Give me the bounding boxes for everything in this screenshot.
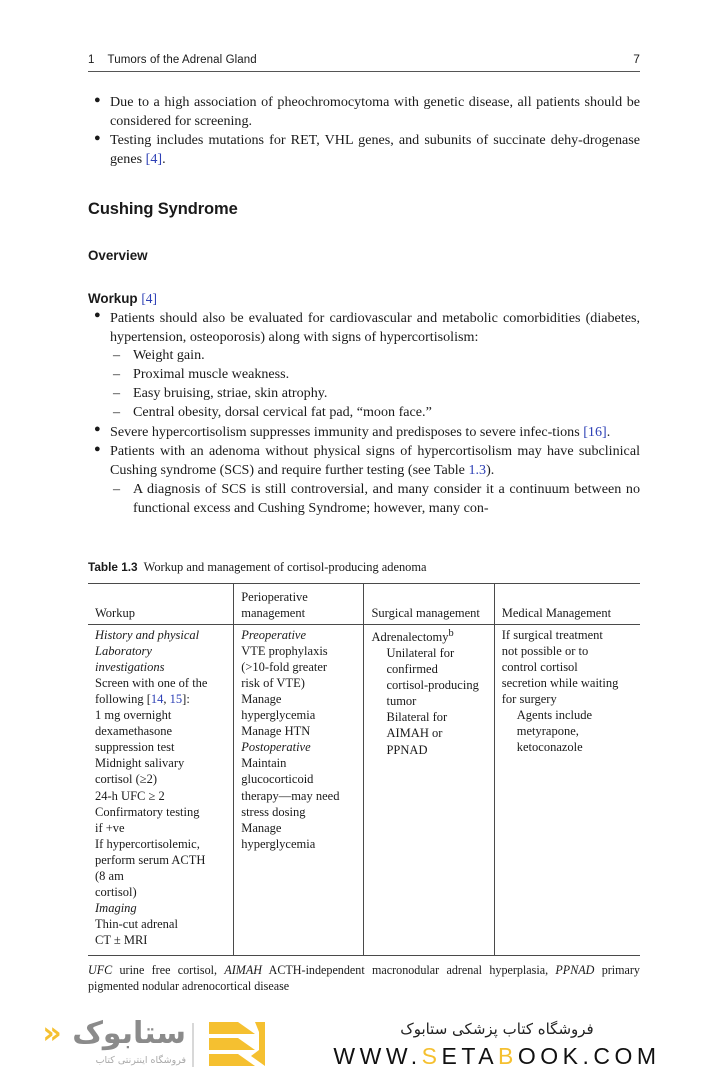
banner-url[interactable] bbox=[296, 1043, 698, 1070]
cell-line: Thin-cut adrenal bbox=[95, 917, 178, 932]
sub-list-item bbox=[110, 346, 640, 365]
list-item bbox=[88, 423, 640, 442]
cell-line: Unilateral for bbox=[386, 646, 455, 661]
sub-list-item bbox=[110, 365, 640, 384]
cell-surgical bbox=[364, 624, 494, 955]
sub-list-item bbox=[110, 403, 640, 422]
setabook-logo[interactable] bbox=[34, 1017, 296, 1073]
sub-list-item-text: Weight gain. bbox=[133, 347, 205, 364]
cell-line: investigations bbox=[95, 660, 165, 675]
top-bullet-list bbox=[88, 93, 640, 169]
banner-tagline: فروشگاه کتاب پزشکی ستابوک bbox=[400, 1019, 594, 1038]
logo-wordmark bbox=[34, 1017, 186, 1073]
cell-workup bbox=[88, 624, 234, 955]
list-item bbox=[88, 309, 640, 423]
citation-link[interactable]: 14 bbox=[150, 692, 164, 707]
footnote-marker: b bbox=[448, 627, 454, 639]
workup-management-table bbox=[88, 583, 640, 956]
table-header-row bbox=[88, 583, 640, 624]
logo-chevron-accent: « bbox=[42, 1015, 62, 1051]
dash-icon: – bbox=[113, 481, 121, 498]
cell-perioperative bbox=[234, 624, 364, 955]
chevron-emblem-icon bbox=[207, 1020, 269, 1070]
dash-icon: – bbox=[113, 366, 121, 383]
running-head bbox=[88, 52, 640, 71]
bullet-icon: ● bbox=[94, 131, 101, 144]
cell-line: 1 mg overnight bbox=[95, 708, 172, 723]
logo-tagline: فروشگاه اینترنتی کتاب bbox=[95, 1054, 186, 1066]
chapter-number: 1 bbox=[88, 54, 95, 66]
cell-line: History and physical bbox=[95, 627, 200, 642]
sub-list bbox=[110, 480, 640, 518]
cell-line: CT ± MRI bbox=[95, 933, 148, 948]
cell-line: Manage bbox=[241, 820, 282, 835]
cell-line: Confirmatory testing bbox=[95, 804, 200, 819]
cell-line: following [14, 15]: bbox=[95, 692, 190, 707]
url-segment: WWW. bbox=[333, 1042, 422, 1069]
cell-line: cortisol-producing bbox=[386, 678, 479, 693]
cell-line: therapy—may need bbox=[241, 788, 340, 803]
workup-heading: Workup [4] bbox=[88, 290, 157, 306]
cell-line: control cortisol bbox=[501, 660, 578, 675]
column-header-medical: Medical Management bbox=[494, 583, 640, 624]
url-segment: ETA bbox=[441, 1042, 499, 1069]
banner-text-block bbox=[296, 1020, 712, 1070]
site-watermark-banner bbox=[0, 1010, 712, 1079]
cell-line: Manage bbox=[241, 692, 282, 707]
citation-link[interactable]: 15 bbox=[169, 692, 183, 707]
abbreviation-term: UFC bbox=[88, 963, 113, 978]
list-item-text: Patients should also be evaluated for cardiovascular and metabolic comorbidities (diabetes, hypertension, osteoporosis) along with signs of hypercortisolism: bbox=[110, 309, 640, 345]
sub-list-item bbox=[110, 384, 640, 403]
cell-line: Bilateral for bbox=[386, 710, 448, 725]
table-caption-text: Workup and management of cortisol-producing adenoma bbox=[143, 560, 427, 575]
cell-line: confirmed bbox=[386, 662, 438, 677]
cell-line: secretion while waiting bbox=[501, 676, 619, 691]
cell-line: for surgery bbox=[501, 692, 557, 707]
cell-line: tumor bbox=[386, 694, 417, 709]
cell-lines-perioperative bbox=[241, 627, 357, 852]
logo-persian-glyphs: ستابوک bbox=[72, 1015, 186, 1051]
running-head-rule bbox=[88, 71, 640, 72]
abbreviation-definition: primary pigmented nodular adrenocortical disease bbox=[88, 963, 640, 993]
cell-line: hyperglycemia bbox=[241, 708, 316, 723]
cell-line: Manage HTN bbox=[241, 724, 311, 739]
url-segment: S bbox=[421, 1042, 442, 1069]
cell-line: Imaging bbox=[95, 900, 137, 915]
sub-list bbox=[110, 346, 640, 422]
list-item-text: Due to a high association of pheochromocytoma with genetic disease, all patients should be considered for screening. bbox=[110, 94, 640, 129]
cell-line: If surgical treatment bbox=[501, 627, 603, 642]
abbreviation-definition: urine free cortisol, bbox=[112, 963, 225, 978]
cell-line: Agents include bbox=[516, 708, 593, 723]
cell-line: cortisol) bbox=[95, 884, 137, 899]
table-footnote bbox=[88, 963, 640, 995]
workup-bullet-list bbox=[88, 309, 640, 518]
list-item bbox=[88, 442, 640, 518]
list-item-text: Severe hypercortisolism suppresses immunity and predisposes to severe infec-tions [16]. bbox=[110, 423, 611, 440]
page-number: 7 bbox=[633, 52, 640, 66]
cell-line: VTE prophylaxis bbox=[241, 643, 328, 658]
cell-line: Postoperative bbox=[241, 740, 311, 755]
citation-link[interactable]: [4] bbox=[145, 151, 163, 168]
cell-line: Maintain bbox=[241, 756, 287, 771]
bullet-icon: ● bbox=[94, 423, 101, 436]
cell-line: dexamethasone bbox=[95, 724, 173, 739]
cell-line: Adrenalectomy$^b$ bbox=[371, 627, 454, 645]
cell-line: AIMAH or bbox=[386, 726, 443, 741]
sub-list-item-text: Proximal muscle weakness. bbox=[133, 366, 290, 383]
bullet-icon: ● bbox=[94, 442, 101, 455]
logo-persian-text bbox=[34, 1015, 186, 1051]
bullet-icon: ● bbox=[94, 93, 101, 106]
section-heading: Cushing Syndrome bbox=[88, 200, 238, 219]
dash-icon: – bbox=[113, 347, 121, 364]
cell-medical bbox=[494, 624, 640, 955]
table-row bbox=[88, 624, 640, 955]
sub-list-item-text: A diagnosis of SCS is still controversial, and many consider it a continuum between no functional excess and Cushing Syndrome; however, many con- bbox=[133, 481, 640, 517]
table-head bbox=[88, 583, 640, 624]
cell-line: If hypercortisolemic, bbox=[95, 836, 200, 851]
cell-line: Preoperative bbox=[241, 627, 307, 642]
table-body bbox=[88, 624, 640, 955]
bullet-icon: ● bbox=[94, 309, 101, 322]
cell-line: PPNAD bbox=[386, 742, 428, 757]
cell-line: hyperglycemia bbox=[241, 836, 316, 851]
sub-list-item bbox=[110, 480, 640, 518]
cell-line: (8 am bbox=[95, 868, 124, 883]
table-caption-label: Table 1.3 bbox=[88, 560, 138, 575]
url-segment: OOK.COM bbox=[517, 1042, 661, 1069]
cell-lines-workup bbox=[95, 627, 227, 948]
subsection-heading: Overview bbox=[88, 247, 148, 263]
cell-line: perform serum ACTH bbox=[95, 852, 206, 867]
cell-line: Laboratory bbox=[95, 643, 152, 658]
citation-link[interactable]: [16] bbox=[583, 423, 607, 440]
cell-line: if +ve bbox=[95, 820, 125, 835]
table-caption bbox=[88, 559, 640, 576]
list-item-text: Testing includes mutations for RET, VHL genes, and subunits of succinate dehy-drogenase genes [4]. bbox=[110, 132, 640, 168]
url-segment: B bbox=[498, 1042, 518, 1069]
cell-line: Midnight salivary bbox=[95, 756, 185, 771]
abbreviation-definition: ACTH-independent macronodular adrenal hyperplasia, bbox=[261, 963, 556, 978]
cell-line: suppression test bbox=[95, 740, 175, 755]
dash-icon: – bbox=[113, 404, 121, 421]
cell-line: cortisol (≥2) bbox=[95, 772, 158, 787]
cell-line: glucocorticoid bbox=[241, 772, 314, 787]
cell-lines-surgical bbox=[371, 627, 487, 758]
column-header-surgical: Surgical management bbox=[364, 583, 494, 624]
cell-lines-medical bbox=[502, 627, 634, 756]
cell-line: 24-h UFC ≥ 2 bbox=[95, 788, 165, 803]
abbreviation-term: PPNAD bbox=[555, 963, 595, 978]
cell-line: (>10-fold greater bbox=[241, 660, 328, 675]
cell-line: not possible or to bbox=[501, 643, 589, 658]
table-link[interactable]: 1.3 bbox=[468, 462, 487, 479]
cell-line: risk of VTE) bbox=[241, 676, 305, 691]
dash-icon: – bbox=[113, 385, 121, 402]
list-item bbox=[88, 131, 640, 169]
table-block bbox=[88, 559, 640, 995]
column-header-workup: Workup bbox=[88, 583, 234, 624]
cell-line: Screen with one of the bbox=[95, 676, 208, 691]
body-content bbox=[88, 93, 640, 995]
citation-link[interactable]: [4] bbox=[141, 290, 157, 306]
cell-line: metyrapone, bbox=[516, 724, 579, 739]
column-header-perioperative: Perioperative management bbox=[234, 583, 364, 624]
logo-divider bbox=[192, 1023, 194, 1067]
list-item bbox=[88, 93, 640, 131]
sub-list-item-text: Easy bruising, striae, skin atrophy. bbox=[133, 385, 328, 402]
abbreviation-term: AIMAH bbox=[224, 963, 262, 978]
list-item-text: Patients with an adenoma without physical signs of hypercortisolism may have subclinical Cushing syndrome (SCS) and require further testing (see Table 1.3). bbox=[110, 443, 640, 479]
cell-line: stress dosing bbox=[241, 804, 306, 819]
chapter-title: Tumors of the Adrenal Gland bbox=[107, 54, 257, 66]
cell-line: ketoconazole bbox=[516, 740, 583, 755]
sub-list-item-text: Central obesity, dorsal cervical fat pad, “moon face.” bbox=[133, 404, 432, 421]
